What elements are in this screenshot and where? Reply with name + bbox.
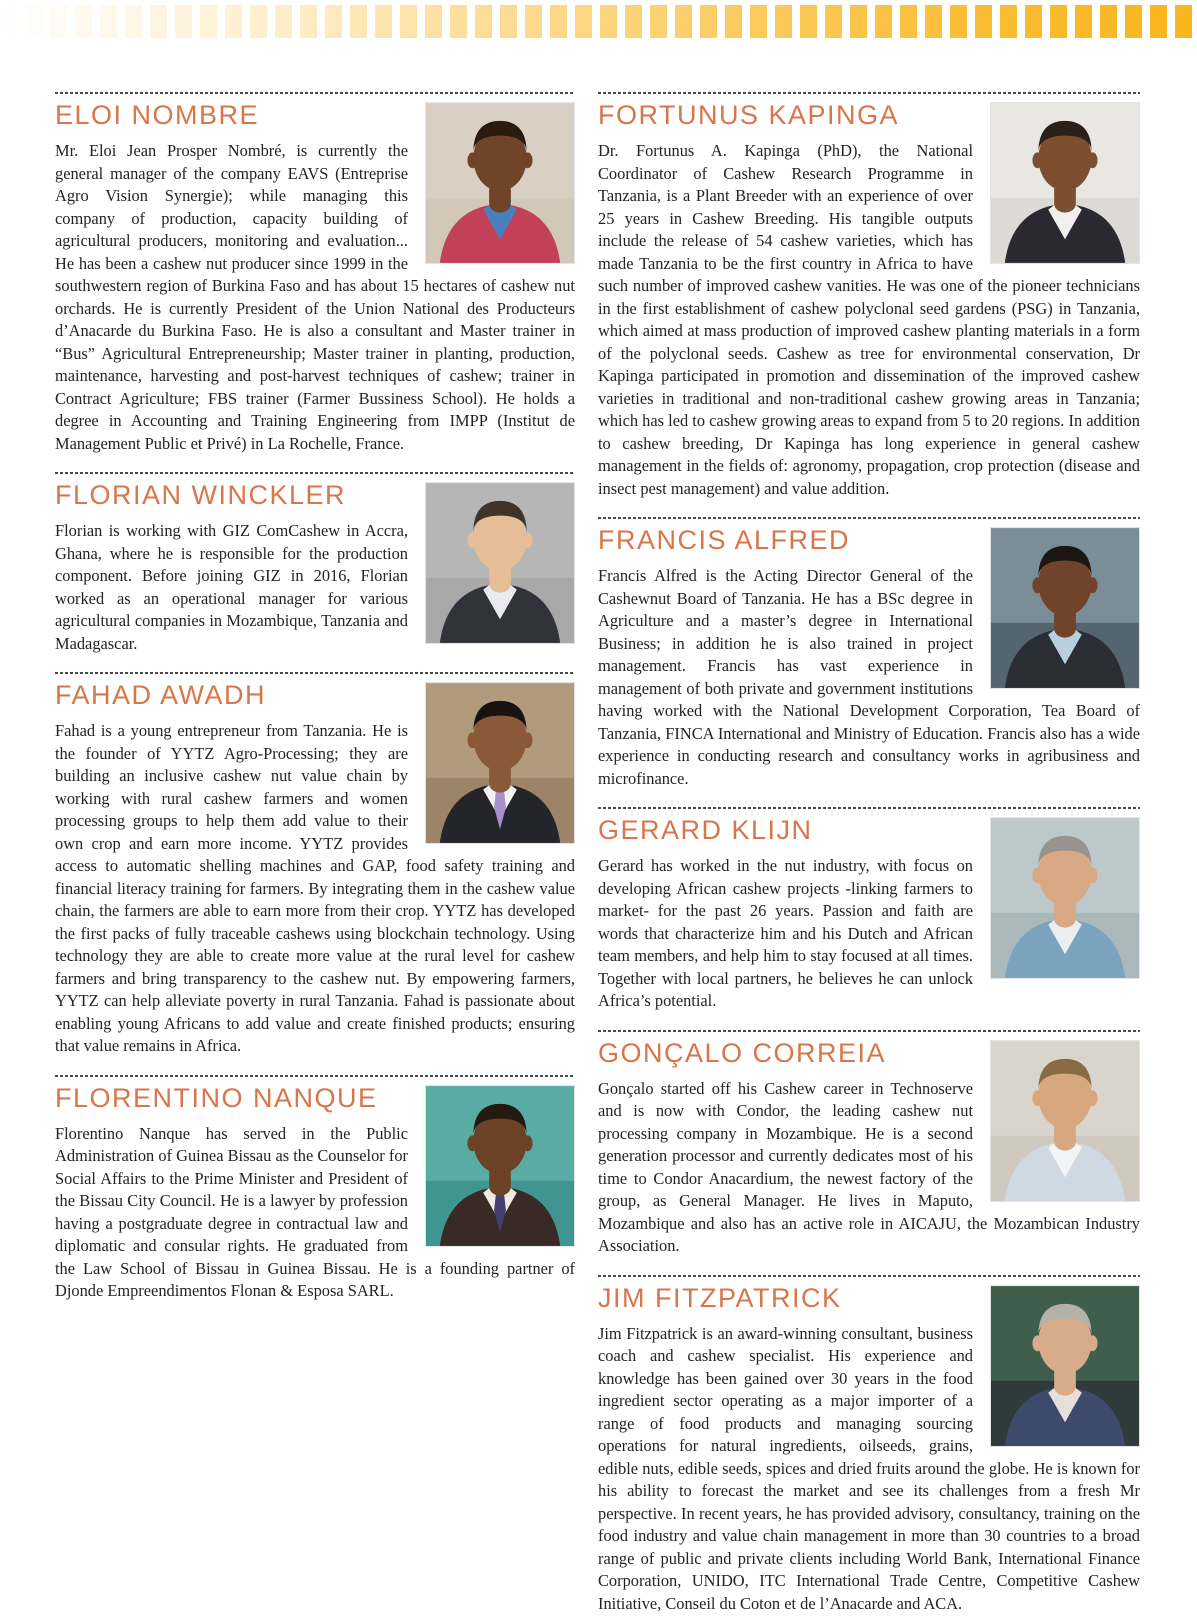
profile-name: FLORIAN WINCKLER [55, 480, 347, 510]
profile-section-gerard-klijn [598, 807, 1140, 1013]
right-column [598, 92, 1140, 1623]
person-silhouette-icon [426, 483, 574, 643]
section-divider [55, 472, 575, 474]
profile-name: FAHAD AWADH [55, 680, 267, 710]
section-divider [598, 807, 1140, 809]
person-silhouette-icon [991, 1286, 1139, 1446]
person-silhouette-icon [426, 1086, 574, 1246]
profile-section-fahad-awadh [55, 672, 575, 1058]
profile-section-florian-winckler [55, 472, 575, 655]
profile-name: ELOI NOMBRE [55, 100, 260, 130]
profile-name: GERARD KLIJN [598, 815, 813, 845]
profile-section-francis-alfred [598, 517, 1140, 790]
profile-section-florentino-nanque [55, 1075, 575, 1303]
profile-bio: Gerard has worked in the nut industry, with focus on developing African cashew projects -linking farmers to market- for the past 26 years. Passion and faith are words that characterize him and his Dutch and African team members, and help him to stay focused at all times. Together with local partners, he believes he can unlock Africa’s potential. [598, 856, 973, 1010]
profile-photo [990, 1285, 1140, 1447]
decorative-stripe-bar [0, 5, 1197, 38]
profile-photo [990, 102, 1140, 264]
section-divider [55, 92, 575, 94]
profile-bio: Florentino Nanque has served in the Public Administration of Guinea Bissau as the Counselor for Social Affairs to the Prime Minister and President of the Bissau City Council. He is a lawyer by profession having a postgraduate degree in contractual law and diplomatic and consular rights. He graduated from the Law School of Bissau in Guinea Bissau. He is a founding partner of Djonde Empreendimentos Flonan & Esposa SARL. [55, 1123, 575, 1300]
profile-photo [990, 527, 1140, 689]
profile-section-eloi-nombre [55, 92, 575, 455]
profile-bio: Dr. Fortunus A. Kapinga (PhD), the National Coordinator of Cashew Research Programme in Tanzania, is a Plant Breeder with an experience of over 25 years in Cashew Breeding. His tangible outputs include the release of 54 cashew varieties, which has made Tanzania to be the first country in Africa to have such number of improved cashew vanities. He was one of the pioneer technicians in the first establishment of cashew polyclonal seed gardens (PSG) in Tanzania, which aimed at mass production of improved cashew planting materials in a form of the polyclonal seeds. Cashew as tree for environmental conservation, Dr Kapinga participated in promotion and dissemination of the improved cashew varieties in traditional and non-traditional cashew growing areas in Tanzania; which has led to cashew growing areas to expand from 5 to 20 regions. In addition to cashew breeding, Dr Kapinga has long experience in general cashew management in the fields of: agronomy, propagation, crop protection (disease and insect pest management) and value addition. [598, 141, 1140, 498]
profile-photo [425, 1085, 575, 1247]
section-divider [598, 1030, 1140, 1032]
profile-photo [425, 482, 575, 644]
stripe-fade-overlay [0, 5, 1197, 38]
profile-section-jim-fitzpatrick [598, 1275, 1140, 1616]
profile-name: FLORENTINO NANQUE [55, 1082, 378, 1113]
profile-section-goncalo-correia [598, 1030, 1140, 1258]
profile-bio: Fahad is a young entrepreneur from Tanzania. He is the founder of YYTZ Agro-Processing; they are building an inclusive cashew nut value chain by working with rural cashew farmers and women processing groups to help them add value to their own crop and earn more income. YYTZ provides access to automatic shelling machines and GAP, food safety training and financial literacy training for farmers. By integrating them in the cashew value chain, the farmers are able to earn more from their crop. YYTZ has developed the first packs of fully traceable cashews using blockchain technology. Using technology they are able to create more value at the rural level for cashew farmers and bring transparency to the cashew nut. By empowering farmers, YYTZ can help alleviate poverty in rural Tanzania. Fahad is passionate about enabling young Africans to add value and create finished products; ensuring that value remains in Africa. [55, 721, 575, 1055]
profile-photo [990, 817, 1140, 979]
profile-name: FORTUNUS KAPINGA [598, 100, 900, 130]
person-silhouette-icon [991, 528, 1139, 688]
section-divider [55, 672, 575, 674]
profile-photo [425, 682, 575, 844]
profile-name: JIM FITZPATRICK [598, 1282, 842, 1313]
profile-bio: Jim Fitzpatrick is an award-winning consultant, business coach and cashew specialist. His experience and knowledge has been gained over 30 years in the food ingredient sector operating as a major importer of a range of food products and managing sourcing operations for natural ingredients, oilseeds, grains, edible nuts, edible seeds, spices and dried fruits around the globe. He is known for his ability to forecast the market and see its challenges from a fresh Mr perspective. In recent years, he has provided advisory, consultancy, training on the food industry and value chain management in more than 30 countries to a broad range of public and private clients including World Bank, International Finance Corporation, UNIDO, ITC International Trade Centre, Competitive Cashew Initiative, Conseil du Coton et de l’Anacarde and ACA. [598, 1323, 1140, 1613]
profile-bio: Gonçalo started off his Cashew career in Technoserve and is now with Condor, the leading cashew nut processing company in Mozambique. He is a second generation processor and currently dedicates most of his time to Condor Anacardium, the newest factory of the group, as General Manager. He lives in Maputo, Mozambique and also has an active role in AICAJU, the Mozambican Industry Association. [598, 1078, 1140, 1255]
section-divider [598, 92, 1140, 94]
section-divider [598, 517, 1140, 519]
person-silhouette-icon [426, 103, 574, 263]
person-silhouette-icon [991, 103, 1139, 263]
profile-bio: Mr. Eloi Jean Prosper Nombré, is currently the general manager of the company EAVS (Entreprise Agro Vision Synergie); while managing this company of production, capacity building of agricultural producers, monitoring and evaluation... He has been a cashew nut producer since 1999 in the southwestern region of Burkina Faso and has about 15 hectares of cashew nut orchards. He is currently President of the Union National des Producteurs d’Anacarde du Burkina Faso. He is also a consultant and Master trainer in “Bus” Agricultural Entrepreneurship; Master trainer in planting, production, maintenance, harvesting and post-harvest techniques of cashew; trainer in Contract Agriculture; FBS trainer (Farmer Bussiness School). He holds a degree in Accounting and Training Engineering from IMPP (Institut de Management Public et Privé) in La Rochelle, France. [55, 141, 575, 453]
profile-bio: Florian is working with GIZ ComCashew in Accra, Ghana, where he is responsible for the production component. Before joining GIZ in 2016, Florian worked as an operational manager for various agricultural companies in Mozambique, Tanzania and Madagascar. [55, 521, 408, 653]
person-silhouette-icon [991, 1041, 1139, 1201]
left-column [55, 92, 575, 1320]
person-silhouette-icon [426, 683, 574, 843]
section-divider [598, 1275, 1140, 1277]
section-divider [55, 1075, 575, 1077]
profile-name: GONÇALO CORREIA [598, 1037, 887, 1068]
profile-photo [990, 1040, 1140, 1202]
profile-photo [425, 102, 575, 264]
profile-bio: Francis Alfred is the Acting Director General of the Cashewnut Board of Tanzania. He has a BSc degree in Agriculture and a master’s degree in International Business; in addition he is also trained in project management. Francis has vast experience in management of both private and government institutions having worked with the National Development Corporation, Tea Board of Tanzania, FINCA International and Ministry of Education. Francis also has a wide experience in conducting research and consultancy works in agribusiness and microfinance. [598, 566, 1140, 788]
person-silhouette-icon [991, 818, 1139, 978]
profile-section-fortunus-kapinga [598, 92, 1140, 500]
profile-name: FRANCIS ALFRED [598, 525, 851, 555]
